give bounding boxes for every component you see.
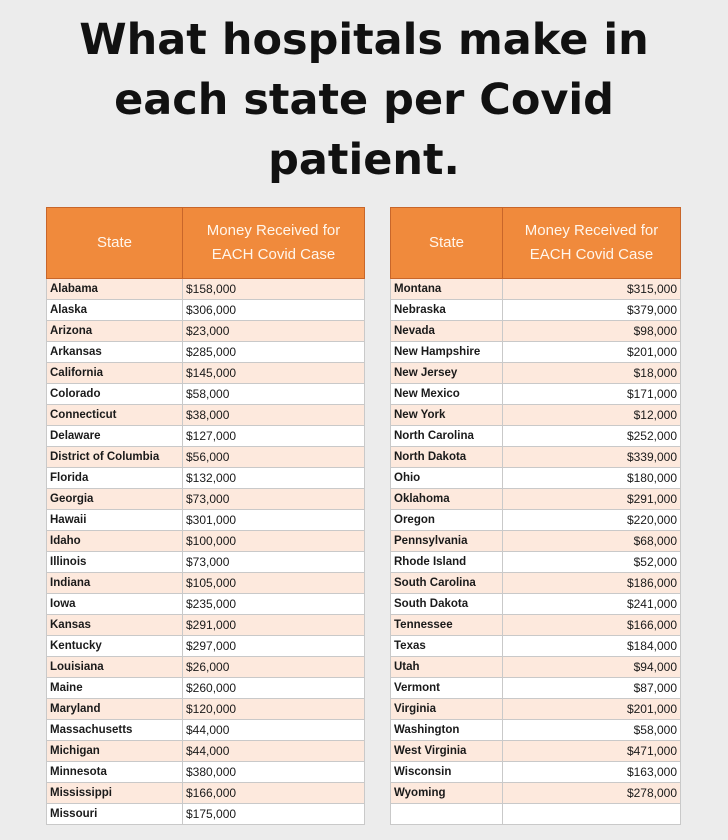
amount-cell: $98,000 (503, 321, 681, 342)
table-row (391, 363, 681, 384)
amount-cell: $171,000 (503, 384, 681, 405)
amount-cell: $201,000 (503, 699, 681, 720)
amount-cell: $339,000 (503, 447, 681, 468)
table-row (391, 300, 681, 321)
amount-cell: $18,000 (503, 363, 681, 384)
state-name-cell: Delaware (47, 426, 183, 447)
state-name-cell: Pennsylvania (391, 531, 503, 552)
table-row (391, 804, 681, 825)
amount-cell: $87,000 (503, 678, 681, 699)
title-line-3: patient. (268, 135, 460, 185)
amount-cell: $127,000 (183, 426, 365, 447)
table-row (47, 699, 365, 720)
table-row (47, 552, 365, 573)
state-name-cell: Nebraska (391, 300, 503, 321)
state-name-cell: Oklahoma (391, 489, 503, 510)
state-name-cell: New York (391, 405, 503, 426)
state-name-cell: Louisiana (47, 657, 183, 678)
amount-cell: $291,000 (503, 489, 681, 510)
table-row (391, 552, 681, 573)
table-header-row (391, 208, 681, 279)
amount-cell: $100,000 (183, 531, 365, 552)
table-row (47, 531, 365, 552)
table-row (391, 531, 681, 552)
state-name-cell: South Dakota (391, 594, 503, 615)
amount-cell: $145,000 (183, 363, 365, 384)
state-name-cell: Texas (391, 636, 503, 657)
amount-cell: $297,000 (183, 636, 365, 657)
amount-cell: $105,000 (183, 573, 365, 594)
state-name-cell: Wisconsin (391, 762, 503, 783)
title-line-2: each state per Covid (114, 75, 614, 125)
state-name-cell: Rhode Island (391, 552, 503, 573)
state-name-cell: Arkansas (47, 342, 183, 363)
table-row (47, 741, 365, 762)
amount-cell: $306,000 (183, 300, 365, 321)
table-row (47, 384, 365, 405)
table-row (47, 720, 365, 741)
amount-cell: $186,000 (503, 573, 681, 594)
table-row (47, 636, 365, 657)
state-name-cell: Iowa (47, 594, 183, 615)
amount-cell: $241,000 (503, 594, 681, 615)
amount-cell (503, 804, 681, 825)
table-row (391, 741, 681, 762)
amount-cell: $26,000 (183, 657, 365, 678)
table-row (47, 342, 365, 363)
table-row (391, 342, 681, 363)
amount-cell: $380,000 (183, 762, 365, 783)
state-name-cell: Indiana (47, 573, 183, 594)
table-row (391, 447, 681, 468)
table-header-row (47, 208, 365, 279)
amount-cell: $94,000 (503, 657, 681, 678)
table-row (47, 447, 365, 468)
amount-cell: $52,000 (503, 552, 681, 573)
state-name-cell: Missouri (47, 804, 183, 825)
state-name-cell: California (47, 363, 183, 384)
table-row (47, 615, 365, 636)
state-name-cell: Minnesota (47, 762, 183, 783)
amount-cell: $44,000 (183, 720, 365, 741)
state-name-cell: Montana (391, 279, 503, 300)
table-row (47, 573, 365, 594)
amount-cell: $120,000 (183, 699, 365, 720)
table-row (47, 279, 365, 300)
table-row (47, 804, 365, 825)
state-name-cell: Hawaii (47, 510, 183, 531)
state-name-cell: Massachusetts (47, 720, 183, 741)
table-row (391, 279, 681, 300)
table-row (391, 699, 681, 720)
payment-table-right (390, 207, 681, 825)
state-name-cell: West Virginia (391, 741, 503, 762)
table-body (47, 279, 365, 825)
state-name-cell: Arizona (47, 321, 183, 342)
amount-cell: $38,000 (183, 405, 365, 426)
column-header-money: Money Received for EACH Covid Case (503, 208, 681, 279)
table-row (391, 636, 681, 657)
table-row (47, 783, 365, 804)
state-name-cell: South Carolina (391, 573, 503, 594)
table-row (391, 615, 681, 636)
table-row (391, 657, 681, 678)
table-row (391, 468, 681, 489)
table-row (47, 300, 365, 321)
amount-cell: $471,000 (503, 741, 681, 762)
title-line-1: What hospitals make in (79, 15, 649, 65)
state-name-cell: Ohio (391, 468, 503, 489)
table-row (47, 510, 365, 531)
table-row (391, 489, 681, 510)
amount-cell: $315,000 (503, 279, 681, 300)
amount-cell: $73,000 (183, 552, 365, 573)
state-name-cell: Colorado (47, 384, 183, 405)
state-name-cell: Alaska (47, 300, 183, 321)
amount-cell: $235,000 (183, 594, 365, 615)
amount-cell: $285,000 (183, 342, 365, 363)
table-row (47, 321, 365, 342)
amount-cell: $12,000 (503, 405, 681, 426)
table-row (391, 384, 681, 405)
state-name-cell: Vermont (391, 678, 503, 699)
table-row (47, 594, 365, 615)
amount-cell: $58,000 (503, 720, 681, 741)
amount-cell: $180,000 (503, 468, 681, 489)
state-name-cell: New Mexico (391, 384, 503, 405)
state-name-cell: Georgia (47, 489, 183, 510)
amount-cell: $278,000 (503, 783, 681, 804)
state-name-cell: North Carolina (391, 426, 503, 447)
table-row (391, 762, 681, 783)
state-name-cell: Michigan (47, 741, 183, 762)
table-row (47, 678, 365, 699)
amount-cell: $379,000 (503, 300, 681, 321)
state-name-cell: Washington (391, 720, 503, 741)
state-name-cell: Tennessee (391, 615, 503, 636)
table-row (391, 720, 681, 741)
state-name-cell: Maryland (47, 699, 183, 720)
table-row (391, 783, 681, 804)
state-name-cell (391, 804, 503, 825)
amount-cell: $201,000 (503, 342, 681, 363)
amount-cell: $291,000 (183, 615, 365, 636)
amount-cell: $132,000 (183, 468, 365, 489)
amount-cell: $220,000 (503, 510, 681, 531)
amount-cell: $260,000 (183, 678, 365, 699)
table-row (47, 363, 365, 384)
state-name-cell: Kentucky (47, 636, 183, 657)
state-name-cell: Mississippi (47, 783, 183, 804)
state-name-cell: Virginia (391, 699, 503, 720)
state-name-cell: North Dakota (391, 447, 503, 468)
table-row (47, 405, 365, 426)
state-name-cell: Maine (47, 678, 183, 699)
table-row (391, 510, 681, 531)
amount-cell: $68,000 (503, 531, 681, 552)
amount-cell: $44,000 (183, 741, 365, 762)
column-header-money: Money Received for EACH Covid Case (183, 208, 365, 279)
table-row (391, 426, 681, 447)
amount-cell: $301,000 (183, 510, 365, 531)
state-name-cell: Oregon (391, 510, 503, 531)
table-row (47, 657, 365, 678)
state-name-cell: Connecticut (47, 405, 183, 426)
state-name-cell: District of Columbia (47, 447, 183, 468)
state-name-cell: Florida (47, 468, 183, 489)
table-row (391, 594, 681, 615)
table-row (391, 678, 681, 699)
page-title (0, 10, 728, 190)
amount-cell: $23,000 (183, 321, 365, 342)
table-row (47, 426, 365, 447)
state-name-cell: New Jersey (391, 363, 503, 384)
table-row (391, 573, 681, 594)
column-header-state: State (47, 208, 183, 279)
table-row (47, 762, 365, 783)
table-row (391, 405, 681, 426)
amount-cell: $166,000 (183, 783, 365, 804)
amount-cell: $163,000 (503, 762, 681, 783)
state-name-cell: Wyoming (391, 783, 503, 804)
amount-cell: $175,000 (183, 804, 365, 825)
payment-table-left (46, 207, 365, 825)
amount-cell: $252,000 (503, 426, 681, 447)
table-row (47, 468, 365, 489)
state-name-cell: Alabama (47, 279, 183, 300)
amount-cell: $184,000 (503, 636, 681, 657)
state-name-cell: Nevada (391, 321, 503, 342)
state-name-cell: Illinois (47, 552, 183, 573)
state-name-cell: New Hampshire (391, 342, 503, 363)
state-name-cell: Utah (391, 657, 503, 678)
amount-cell: $73,000 (183, 489, 365, 510)
table-row (391, 321, 681, 342)
amount-cell: $166,000 (503, 615, 681, 636)
amount-cell: $158,000 (183, 279, 365, 300)
amount-cell: $56,000 (183, 447, 365, 468)
table-row (47, 489, 365, 510)
amount-cell: $58,000 (183, 384, 365, 405)
column-header-state: State (391, 208, 503, 279)
state-name-cell: Idaho (47, 531, 183, 552)
state-name-cell: Kansas (47, 615, 183, 636)
table-body (391, 279, 681, 825)
